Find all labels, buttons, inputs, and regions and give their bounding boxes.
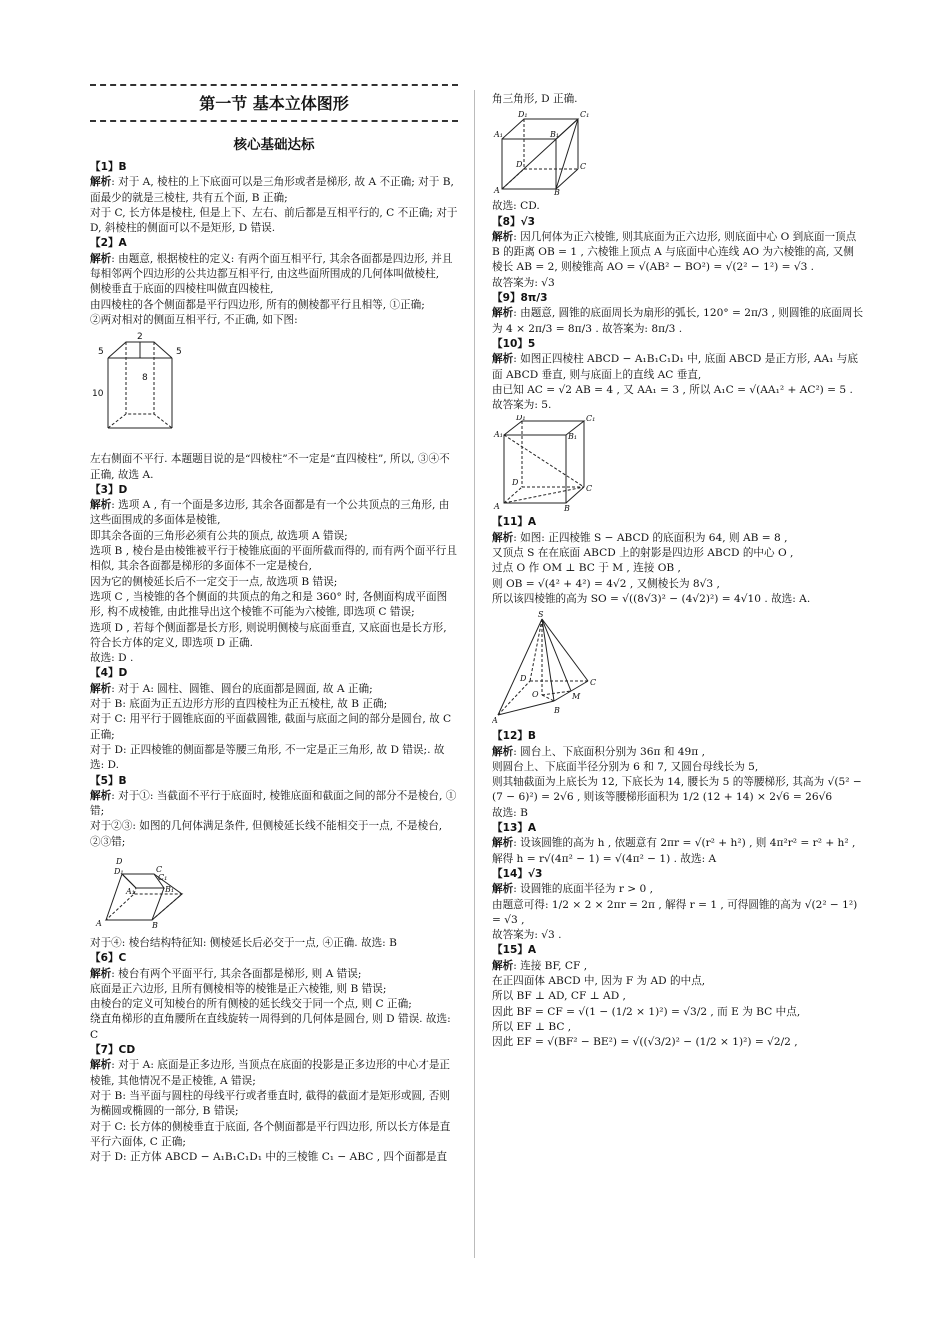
solution-body: 所以 EF ⊥ BC , — [492, 1020, 572, 1033]
solution-text — [90, 982, 458, 997]
solution-body: 因此 EF = √(BF² − BE²) = √((√3/2)² − (1/2 × 1)²) = √2/2 , — [492, 1036, 798, 1049]
solution-text — [90, 936, 458, 951]
solution-text — [90, 697, 458, 712]
solution-text — [90, 282, 458, 297]
solution-body: 对于 C: 用平行于圆锥底面的平面截圆锥, 截面与底面之间的部分是圆台, 故 C 正确; — [90, 713, 452, 741]
solution-text — [492, 1005, 864, 1020]
fig2-label: D₁ — [114, 866, 124, 876]
figure-frustum-2 — [90, 852, 200, 932]
fig4-label: D₁ — [516, 415, 526, 423]
solution-text — [90, 1120, 458, 1151]
solution-body: 对于 D: 正方体 ABCD − A₁B₁C₁D₁ 中的三棱锥 C₁ − ABC , 四个面都是直 — [90, 1151, 448, 1164]
solution-text — [492, 230, 864, 276]
solution-body: : 因几何体为正六棱锥, 则其底面为正六边形, 则底面中心 O 到底面一顶点 B 的距离 OB = 1 , 六棱锥上顶点 A 与底面中心连线 AO 为六棱锥的高, 又侧棱长 AB = 2, 则棱锥高 AO = √(AB² − BO²) = √(2² − 1²) = √3 . — [492, 230, 857, 274]
solution-text — [492, 745, 864, 760]
solution-text — [492, 806, 864, 821]
figure-cube-3 — [492, 109, 592, 195]
solution-body: 由题意可得: 1/2 × 2 × 2πr = 2π , 解得 r = 1 , 可得圆锥的高为 √(2² − 1²) = √3 , — [492, 898, 858, 926]
solution-body: 由已知 AC = √2 AB = 4 , 又 AA₁ = 3 , 所以 A₁C = √(AA₁² + AC²) = 5 . — [492, 383, 853, 396]
solution-text — [90, 651, 458, 666]
solution-body: : 连接 BF, CF , — [513, 959, 588, 972]
solution-body: 因为它的侧棱延长后不一定交于一点, 故选项 B 错误; — [90, 575, 338, 588]
solution-body: 由棱台的定义可知棱台的所有侧棱的延长线交于同一个点, 则 C 正确; — [90, 998, 412, 1011]
solution-text — [492, 398, 864, 413]
fig4-label: A — [494, 502, 500, 512]
solution-body: 对于 C, 长方体是棱柱, 但是上下、左右、前后都是互相平行的, C 不正确; 对于 D, 斜棱柱的侧面可以不是矩形, D 错误. — [90, 206, 458, 235]
solution-body: ②两对相对的侧面互相平行, 不正确, 如下图: — [90, 313, 298, 326]
solution-body: 对于 D: 正四棱锥的侧面都是等腰三角形, 不一定是正三角形, 故 D 错误;. 故选: D. — [90, 743, 445, 772]
analysis-label: 解析 — [492, 307, 514, 320]
solution-text — [90, 997, 458, 1012]
solution-text — [90, 712, 458, 743]
solution-text — [492, 959, 864, 974]
solution-body: 又顶点 S 在在底面 ABCD 上的射影是四边形 ABCD 的中心 O , — [492, 547, 794, 560]
solution-body: 角三角形, D 正确. — [492, 93, 578, 105]
figure-prism-1 — [90, 330, 200, 448]
solution-body: 故选: D . — [90, 652, 134, 665]
solution-text — [492, 882, 864, 897]
solution-body: : 如图正四棱柱 ABCD − A₁B₁C₁D₁ 中, 底面 ABCD 是正方形, AA₁ 与底面 ABCD 垂直, 则与底面上的直线 AC 垂直, — [492, 353, 858, 381]
fig1-label: 10 — [92, 389, 104, 400]
analysis-label: 解析 — [492, 959, 514, 972]
analysis-label: 解析 — [492, 745, 514, 758]
solution-text — [90, 206, 458, 237]
figure-pyramid-5 — [492, 609, 612, 725]
solution-body: : 棱台有两个平面平行, 其余各面都是梯形, 则 A 错误; — [111, 967, 362, 980]
solution-text — [90, 252, 458, 283]
fig1-label: 5 — [176, 347, 182, 358]
left-column — [90, 84, 458, 1165]
answer-key: 【1】B — [90, 161, 127, 173]
analysis-label: 解析 — [90, 789, 112, 802]
solution-text — [492, 92, 864, 107]
fig4-label: A₁ — [494, 430, 503, 440]
solution-body: : 如图: 正四棱锥 S − ABCD 的底面积为 64, 则 AB = 8 , — [513, 531, 788, 544]
solution-text — [90, 819, 458, 850]
bottom-dashed-rule — [90, 120, 458, 122]
solution-text — [90, 743, 458, 774]
fig2-label: A₁ — [126, 886, 135, 896]
solution-text — [90, 575, 458, 590]
top-dashed-rule — [90, 84, 458, 86]
solution-text — [90, 544, 458, 575]
solution-body: 选项 B , 棱台是由棱锥被平行于棱锥底面的平面所截而得的, 而有两个面平行且相似, 其余各面都是梯形的多面体不一定是棱台, — [90, 545, 457, 573]
solution-body: 选项 C , 当棱锥的各个侧面的共顶点的角之和是 360° 时, 各侧面构成平面图形, 构不成棱锥, 由此推导出这个棱锥不可能为六棱锥, 即选项 C 错误; — [90, 590, 448, 619]
solution-body: 所以该四棱锥的高为 SO = √((8√3)² − (4√2)²) = 4√10 . 故选: A. — [492, 592, 811, 605]
solution-body: : 由题意, 圆锥的底面周长为扇形的弧长, 120° = 2π/3 , 则圆锥的底面周长为 4 × 2π/3 = 8π/3 . 故答案为: 8π/3 . — [492, 307, 864, 335]
solution-text — [90, 498, 458, 529]
fig4-label: C — [586, 484, 593, 494]
solution-text — [492, 836, 864, 851]
solution-body: : 由题意, 根据棱柱的定义: 有两个面互相平行, 其余各面都是四边形, 并且每相邻两个四边形的公共边都互相平行, 由这些面所围成的几何体叫做棱柱, — [90, 252, 453, 281]
fig4-label: B — [564, 504, 570, 512]
solution-text — [90, 175, 458, 206]
right-body — [492, 92, 864, 1050]
answer-key: 【3】D — [90, 483, 128, 496]
solution-body: 解得 h = r√(4π² − 1) = √(4π² − 1) . 故选: A — [492, 852, 717, 865]
solution-text — [492, 760, 864, 775]
fig2-label: B — [152, 920, 158, 930]
fig1-label: 8 — [142, 373, 148, 384]
solution-body: 故选: B — [492, 806, 528, 819]
solution-text — [492, 989, 864, 1004]
fig2-label: C — [156, 864, 163, 874]
solution-text — [90, 621, 458, 652]
analysis-label: 解析 — [90, 1059, 112, 1072]
solution-body: : 设圆锥的底面半径为 r > 0 , — [513, 883, 653, 896]
answer-key: 【14】√3 — [492, 867, 543, 880]
solution-body: : 对于①: 当截面不平行于底面时, 棱锥底面和截面之间的部分不是棱台, ①错; — [90, 789, 457, 818]
analysis-label: 解析 — [492, 230, 514, 243]
solution-text — [492, 561, 864, 576]
solution-body: : 选项 A , 有一个面是多边形, 其余各面都是有一个公共顶点的三角形, 由这些面围成的多面体是棱锥, — [90, 499, 450, 527]
column-divider — [474, 90, 475, 1258]
solution-body: 故选: CD. — [492, 200, 540, 213]
solution-text — [492, 546, 864, 561]
answer-key: 【11】A — [492, 516, 537, 529]
answer-key: 【8】√3 — [492, 215, 535, 228]
fig3-label: C — [580, 162, 587, 172]
solution-text — [90, 529, 458, 544]
solution-text — [492, 898, 864, 929]
fig3-label: A₁ — [494, 130, 503, 140]
solution-body: 则圆台上、下底面半径分别为 6 和 7, 又圆台母线长为 5, — [492, 760, 759, 773]
fig3-label: C₁ — [580, 110, 590, 120]
solution-text — [90, 298, 458, 313]
fig2-label: B₁ — [165, 884, 175, 894]
answer-key: 【5】B — [90, 774, 127, 787]
solution-text — [492, 592, 864, 607]
solution-body: : 对于 A: 底面是正多边形, 当顶点在底面的投影是正多边形的中心才是正棱锥, 其他情况不是正棱锥, A 错误; — [90, 1059, 451, 1087]
solution-body: 则 OB = √(4² + 4²) = 4√2 , 又侧棱长为 8√3 , — [492, 577, 720, 590]
solution-body: 即其余各面的三角形必须有公共的顶点, 故选项 A 错误; — [90, 529, 348, 542]
analysis-label: 解析 — [492, 837, 514, 850]
solution-text — [492, 577, 864, 592]
fig1-label: 2 — [137, 332, 143, 343]
solution-body: : 设该圆锥的高为 h , 依题意有 2πr = √(r² + h²) , 则 4π²r² = r² + h² , — [513, 837, 856, 850]
solution-body: 对于 C: 长方体的侧棱垂直于底面, 各个侧面都是平行四边形, 所以长方体是直平行六面体, C 正确; — [90, 1120, 451, 1148]
solution-body: 所以 BF ⊥ AD, CF ⊥ AD , — [492, 990, 626, 1003]
solution-text — [492, 199, 864, 214]
figure-prism-4 — [492, 415, 602, 511]
figure-fig4 — [492, 415, 864, 511]
solution-body: 选项 D , 若每个侧面都是长方形, 则说明侧棱与底面垂直, 又底面也是长方形, 符合长方体的定义, 即选项 D 正确. — [90, 621, 447, 649]
analysis-label: 解析 — [492, 353, 514, 366]
solution-body: : 对于 A: 圆柱、圆锥、圆台的底面都是圆面, 故 A 正确; — [111, 682, 373, 695]
section-title: 第一节 基本立体图形 — [199, 94, 349, 113]
fig4-label: C₁ — [586, 415, 596, 424]
analysis-label: 解析 — [90, 176, 112, 189]
solution-body: 侧棱垂直于底面的四棱柱叫做直四棱柱, — [90, 283, 274, 296]
fig4-label: D — [512, 478, 519, 488]
solution-text — [90, 1012, 458, 1043]
answer-key: 【12】B — [492, 730, 537, 743]
fig5-label: B — [554, 706, 560, 716]
solution-body: 故答案为: 5. — [492, 399, 552, 412]
fig5-label: S — [538, 610, 544, 620]
solution-text — [492, 852, 864, 867]
solution-body: 由四棱柱的各个侧面都是平行四边形, 所有的侧棱都平行且相等, ①正确; — [90, 298, 425, 311]
solution-text — [492, 974, 864, 989]
solution-body: 左右侧面不平行. 本题题目说的是“四棱柱”不一定是“直四棱柱”, 所以, ③④不正确, 故选 A. — [90, 453, 450, 481]
figure-fig1 — [90, 330, 458, 448]
solution-body: 故答案为: √3 . — [492, 929, 562, 942]
solution-text — [90, 590, 458, 621]
fig2-label: D — [116, 856, 123, 866]
solution-body: : 对于 A, 棱柱的上下底面可以是三角形或者是梯形, 故 A 不正确; 对于 B, 面最少的就是三棱柱, 共有五个面, B 正确; — [90, 176, 454, 204]
solution-body: 过点 O 作 OM ⊥ BC 于 M , 连接 OB , — [492, 562, 681, 575]
fig3-label: B₁ — [550, 130, 560, 140]
fig5-label: M — [572, 692, 581, 702]
fig2-label: C₁ — [158, 872, 168, 882]
analysis-label: 解析 — [492, 883, 514, 896]
solution-text — [492, 306, 864, 337]
solution-text — [90, 1058, 458, 1089]
figure-fig2 — [90, 852, 458, 932]
solution-body: : 圆台上、下底面积分别为 36π 和 49π , — [513, 745, 705, 758]
solution-text — [492, 775, 864, 806]
solution-body: 底面是正六边形, 且所有侧棱相等的棱锥是正六棱锥, 则 B 错误; — [90, 982, 387, 995]
fig3-label: A — [494, 186, 500, 196]
fig3-label: D₁ — [518, 110, 528, 120]
solution-body: 对于 B: 当平面与圆柱的母线平行或者垂直时, 截得的截面才是矩形或圆, 否则为椭圆或椭圆的一部分, B 错误; — [90, 1089, 450, 1118]
solution-text — [492, 383, 864, 398]
figure-fig3 — [492, 109, 864, 195]
solution-body: 在正四面体 ABCD 中, 因为 F 为 AD 的中点, — [492, 974, 706, 987]
solution-text — [90, 1150, 458, 1165]
solution-text — [492, 1020, 864, 1035]
analysis-label: 解析 — [90, 682, 112, 695]
right-column — [492, 92, 864, 1050]
answer-key: 【10】5 — [492, 337, 536, 350]
fig5-label: A — [492, 716, 498, 726]
analysis-label: 解析 — [90, 252, 112, 265]
solution-body: 对于 B: 底面为正五边形方形的直四棱柱为正五棱柱, 故 B 正确; — [90, 698, 388, 711]
fig1-label: 5 — [98, 347, 104, 358]
solution-body: 绕直角梯形的直角腰所在直线旋转一周得到的几何体是圆台, 则 D 错误. 故选: C — [90, 1013, 451, 1041]
solution-text — [492, 1035, 864, 1050]
fig4-label: B₁ — [568, 432, 578, 442]
left-body — [90, 160, 458, 1165]
fig5-label: C — [590, 678, 597, 688]
fig5-label: O — [532, 690, 539, 700]
solution-text — [492, 928, 864, 943]
answer-key: 【9】8π/3 — [492, 292, 548, 305]
answer-key: 【15】A — [492, 944, 537, 957]
solution-text — [90, 1089, 458, 1120]
solution-text — [90, 313, 458, 328]
solution-text — [492, 352, 864, 383]
solution-text — [492, 276, 864, 291]
answer-key: 【2】A — [90, 237, 127, 250]
solution-text — [90, 789, 458, 820]
answer-key: 【7】CD — [90, 1044, 136, 1057]
fig5-label: D — [520, 674, 527, 684]
analysis-label: 解析 — [90, 499, 112, 512]
analysis-label: 解析 — [492, 531, 514, 544]
fig3-label: B — [554, 188, 560, 196]
answer-key: 【4】D — [90, 667, 128, 680]
fig3-label: D — [516, 160, 523, 170]
solution-text — [90, 452, 458, 483]
figure-fig5 — [492, 609, 864, 725]
fig2-label: A — [96, 918, 102, 928]
solution-text — [492, 531, 864, 546]
solution-text — [90, 967, 458, 982]
section-subtitle: 核心基础达标 — [233, 137, 315, 153]
solution-body: 故答案为: √3 — [492, 276, 555, 289]
analysis-label: 解析 — [90, 967, 112, 980]
answer-key: 【6】C — [90, 952, 127, 965]
solution-body: 因此 BF = CF = √(1 − (1/2 × 1)²) = √3/2 , 而 E 为 BC 中点, — [492, 1005, 801, 1018]
solution-text — [90, 682, 458, 697]
answer-key: 【13】A — [492, 822, 537, 835]
solution-body: 则其轴截面为上底长为 12, 下底长为 14, 腰长为 5 的等腰梯形, 其高为 √(5² − (7 − 6)²) = 2√6 , 则该等腰梯形面积为 1/2 (12 + 14) × 2√6 = 26√6 — [492, 776, 862, 804]
solution-body: 对于④: 棱台结构特征知: 侧棱延长后必交于一点, ④正确. 故选: B — [90, 936, 397, 949]
solution-body: 对于②③: 如图的几何体满足条件, 但侧棱延长线不能相交于一点, 不是棱台, ②③错; — [90, 820, 443, 848]
